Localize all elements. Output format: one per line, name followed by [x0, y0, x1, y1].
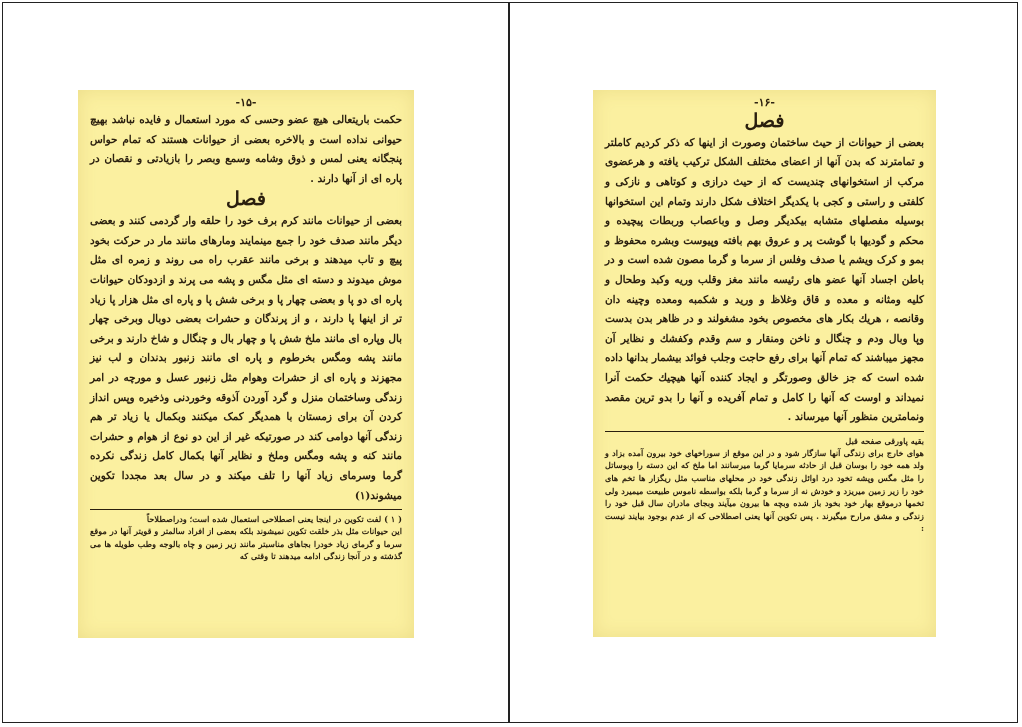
page-number: -۱۵-: [235, 96, 257, 109]
section-paragraph: بعضی از حیوانات مانند کرم برف خود را حلقه وار گردمی کنند و بعضی دیگر مانند صدف خود را جمع مینمایند ومارهای مانند مار در حرکت بخود پیچ و تاب میدهند و برخی مانند عقرب راه می روند و زمره ای مثل موش میدوند و دسته ای مثل مگس و پشه می پرند و ازدودکان حیوانات پاره ای دو پا و بعضی چهار پا و برخی شش پا و پاره ای مثل هزار پا زیاد تر از اینها پا دارند ، و از پرندگان و حشرات بعضی دوبال وبرخی چهار بال وپاره ای مانند ملخ شش پا و چهار بال و چنگال و شاخ دارند و برخی مانند پشه ومگس بخرطوم و پاره ای مانند زنبور بدندان و لب نیز مجهزند و پاره ای از حشرات وهوام مثل زنبور عسل و مورچه در امر زندگی وساختمان منزل و گرد آوردن آذوقه وخوردنی وذخیره وپس انداز کردن آن برای زمستان با همدیگر کمک میکنند وبکمال یا زیاد تر هم زندگی آنها دوامی کند در صورتیکه غیر از این دو نوع از هوام و حشرات مانند کنه و پشه ومگس وملخ و نظایر آنها بکمال کامل زندگی نکرده گرما وسرمای زیاد آنها را تلف میکند و در سال بعد مجددا تکوین میشوند(۱): [90, 215, 402, 502]
section-paragraph: بعضی از حیوانات از حیث ساختمان وصورت از اینها که ذکر کردیم کاملتر و تمامترند که بدن آنها از اعضای مختلف الشکل ترکیب یافته و هرعضوی مرکب از استخوانهای چندیست که از حیث درازی و کوتاهی و نازکی و کلفتی و راستی و کجی با یکدیگر اختلاف شکل دارند وتمام این استخوانها بوسیله مفصلهای متشابه بیکدیگر وصل و وباعصاب وربطات پیچیده و محکم و گودیها با گوشت پر و عروق بهم بافته وپیوست وبشره محفوظ و بمو و کرک ویشم یا صدف وفلس از سرما و گرما مصون شده است و در باطن اجساد آنها عضو های رئیسه مانند مغز وقلب وریه وکبد وطحال و کلیه ومثانه و معده و قاق وغلاظ و ورید و شکمبه ومعده وچینه دان وقانصه ، هریك بکار های مخصوص بخود مشغولند و در ظاهر بدن بدست وپا وبال ودم و چنگال و ناخن ومنقار و سم وقدم وکفشك و نظایر آن مجهز میباشند که تمام آنها برای رفع حاجت وجلب فوائد بیشمار بدانها داده شده است که جز خالق وصورتگر و ایجاد کننده آنها هیچیك حکمت آنرا نمیداند و اوست که آنها را کامل و تمام آفریده و آنها را بدو ترین مقصد ونمامترین منظور آنها میرساند .: [605, 136, 924, 424]
opening-paragraph: حکمت باریتعالی هیچ عضو وحسی که مورد استعمال و فایده نباشد بهیچ حیوانی نداده است و بالاخره بعضی از حیوانات هستند که تمام حواس پنجگانه یعنی لمس و ذوق وشامه وسمع وبصر را بازیادتی و نقصان در پاره ای از آنها دارند .: [90, 114, 402, 185]
left-page: [78, 90, 414, 638]
footnote-separator: [90, 509, 402, 510]
footnote-text: این حیوانات مثل بذر خلقت تکوین نمیشوند بلکه بعضی از افراد سالمتر و قویتر آنها در موقع سرما و گرمای زیاد خودرا بجاهای مناسبتر مانند زیر زمین و چاه بالوجه وطب طویله ها می گذشته و در آنجا زندگی ادامه میدهند تا وقتی که: [90, 526, 402, 562]
footnote-title: بقیه پاورقی صفحه قبل: [845, 435, 924, 446]
page-divider: [508, 2, 510, 723]
footnote-text: هوای خارج برای زندگی آنها سازگار شود و در این موقع از سوراخهای خود بیرون آمده بزاد و ولد همه خود را بوسان قبل از حادثه سرمایا گرما میرسانند اما ملخ که این دسته را وبوساتل را مثل مگس وپشه تخود درد اوائل زندگی خود در محلهای مناسب مثل ریگزار ها تخم های خود را زیر زمین میریزد و خودش نه از سرما و گرما بلکه بواسطه ناموس طبیعت میمیرد ولی تخمها درموقع بهار خود بخود باز شده وبچه ها بیرون میآیند وبجای مادران سال قبل خود را زندگی و مشق مرارح میگیرند . پس تکوین آنها یعنی اصطلاحی که از عدم بوجود بیایند نیست :: [605, 447, 924, 534]
footnote-separator: [605, 431, 924, 432]
page-number: -۱۶-: [754, 96, 775, 109]
section-heading: فصل: [744, 110, 785, 132]
right-page: [593, 90, 936, 637]
section-heading: فصل: [226, 188, 266, 211]
footnote-title: ( ۱ ) لفت تکوین در اینجا یعنی اصطلاحی استعمال شده است؛ ودراصطلاحاً: [146, 514, 402, 525]
